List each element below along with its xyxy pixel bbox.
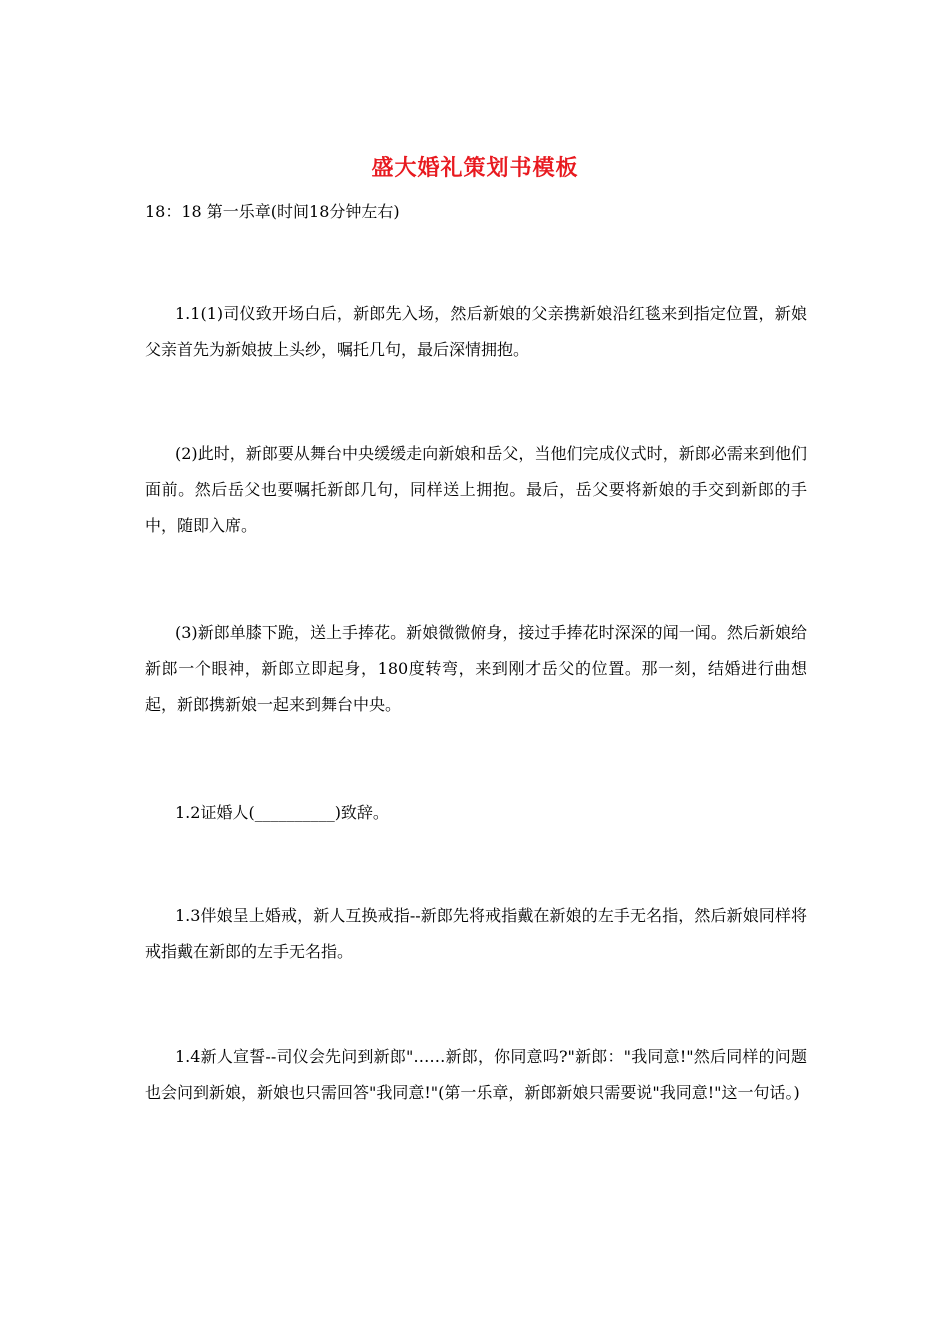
paragraph-1-1-3: (3)新郎单膝下跪，送上手捧花。新娘微微俯身，接过手捧花时深深的闻一闻。然后新娘给新郎一个眼神，新郎立即起身，180度转弯，来到刚才岳父的位置。那一刻，结婚进行曲想起，新郎携新娘一起来到舞台中央。 <box>145 623 807 714</box>
paragraph-1-1: 1.1(1)司仪致开场白后，新郎先入场，然后新娘的父亲携新娘沿红毯来到指定位置，新娘父亲首先为新娘披上头纱，嘱托几句，最后深情拥抱。 <box>145 304 807 359</box>
paragraph-1-1-2: (2)此时，新郎要从舞台中央缓缓走向新娘和岳父，当他们完成仪式时，新郎必需来到他们面前。然后岳父也要嘱托新郎几句，同样送上拥抱。最后，岳父要将新娘的手交到新郎的手中，随即入席。 <box>145 444 807 535</box>
document-title: 盛大婚礼策划书模板 <box>371 155 579 181</box>
paragraph-1-2: 1.2证婚人(__________)致辞。 <box>175 803 389 822</box>
section-heading: 18：18 第一乐章(时间18分钟左右) <box>145 202 400 221</box>
paragraph-1-3: 1.3伴娘呈上婚戒，新人互换戒指--新郎先将戒指戴在新娘的左手无名指，然后新娘同样将戒指戴在新郎的左手无名指。 <box>145 906 807 961</box>
paragraph-1-4: 1.4新人宣誓--司仪会先问到新郎"……新郎，你同意吗?"新郎："我同意!"然后同样的问题也会问到新娘，新娘也只需回答"我同意!"(第一乐章，新郎新娘只需要说"我同意!"这一句话。) <box>145 1047 807 1102</box>
